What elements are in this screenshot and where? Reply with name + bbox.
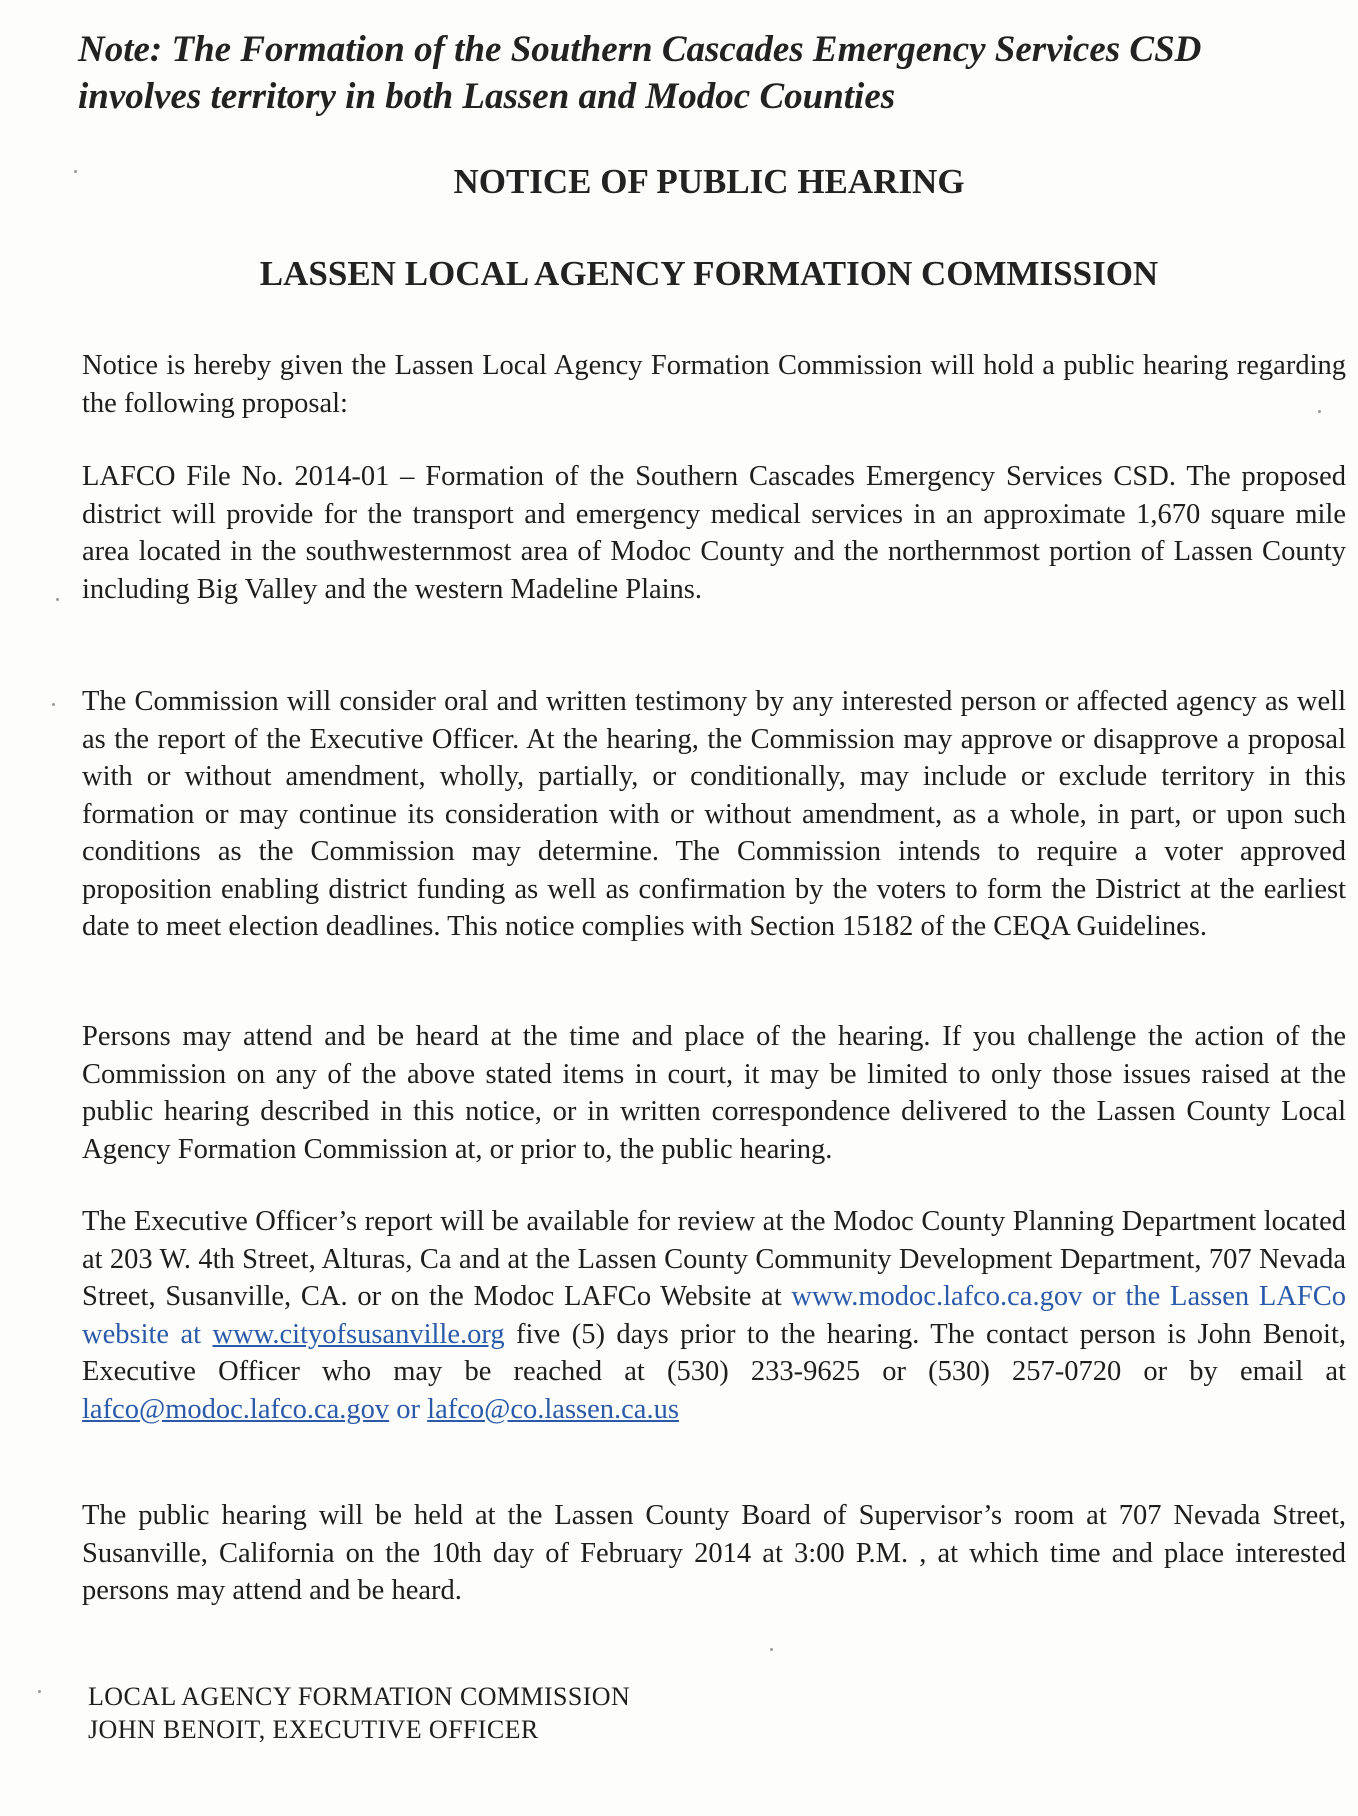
formation-note [78, 26, 1328, 120]
hearing-details-paragraph: The public hearing will be held at the Lassen County Board of Supervisor’s room at 707 Nevada Street, Susanville, California on the 10th day of February 2014 at 3:00 P.M. , at which time and place interested persons may attend and be heard. [82, 1500, 1346, 1606]
modoc-lafco-website-link[interactable]: www.modoc.lafco.ca.gov [791, 1281, 1083, 1312]
scan-speck [52, 703, 55, 706]
scan-speck [74, 170, 77, 173]
report-availability-paragraph [82, 1203, 1346, 1428]
testimony-paragraph: The Commission will consider oral and written testimony by any interested person or affected agency as well as the report of the Executive Officer. At the hearing, the Commission may approve or disapprove a proposal with or without amendment, wholly, partially, or conditionally, may include or exclude territory in this formation or may continue its consideration with or without amendment, as a whole, in part, or upon such conditions as the Commission may determine. The Commission intends to require a voter approved proposition enabling district funding as well as confirmation by the voters to form the District at the earliest date to meet election deadlines. This notice complies with Section 15182 of the CEQA Guidelines. [82, 686, 1346, 942]
lassen-lafco-email-link[interactable]: lafco@co.lassen.ca.us [427, 1393, 679, 1425]
note-line-1: Note: The Formation of the Southern Cascades Emergency Services CSD [78, 29, 1202, 70]
scan-speck [1318, 410, 1321, 413]
intro-paragraph: Notice is hereby given the Lassen Local Agency Formation Commission will hold a public hearing regarding the following proposal: [82, 350, 1346, 419]
signature-block [88, 1680, 630, 1746]
scan-speck [770, 1648, 773, 1651]
report-text-3: five (5) days prior to the hearing. The contact person is John Benoit, Executive Officer who may be reached at (530) 233-9625 or (530) 257-0720 or by email at [82, 1318, 1346, 1387]
report-text-2: or the Lassen LAFCo website at [82, 1281, 1346, 1350]
commission-title: LASSEN LOCAL AGENCY FORMATION COMMISSION [259, 254, 1159, 293]
notice-title: NOTICE OF PUBLIC HEARING [453, 162, 965, 201]
scan-speck [38, 1690, 41, 1693]
attendance-paragraph: Persons may attend and be heard at the time and place of the hearing. If you challenge the action of the Commission on any of the above stated items in court, it may be limited to only those issues raised at the public hearing described in this notice, or in written correspondence delivered to the Lassen County Local Agency Formation Commission at, or prior to, the public hearing. [82, 1021, 1346, 1165]
report-text-1: The Executive Officer’s report will be available for review at the Modoc County Planning Department located at 203 W. 4th Street, Alturas, Ca and at the Lassen County Community Development Department, 707 Nevada Street, Susanville, CA. or on the Modoc LAFCo Website at [82, 1206, 1346, 1312]
signature-officer: JOHN BENOIT, EXECUTIVE OFFICER [88, 1715, 539, 1744]
modoc-lafco-email-link[interactable]: lafco@modoc.lafco.ca.gov [82, 1393, 390, 1425]
susanville-website-link[interactable]: www.cityofsusanville.org [212, 1318, 505, 1350]
scan-speck [56, 598, 59, 601]
signature-agency: LOCAL AGENCY FORMATION COMMISSION [88, 1682, 631, 1711]
report-text-4: or [389, 1393, 428, 1425]
proposal-paragraph: LAFCO File No. 2014-01 – Formation of the Southern Cascades Emergency Services CSD. The proposed district will provide for the transport and emergency medical services in an approximate 1,670 square mile area located in the southwesternmost area of Modoc County and the northernmost portion of Lassen County including Big Valley and the western Madeline Plains. [82, 461, 1346, 605]
note-line-2: involves territory in both Lassen and Modoc Counties [78, 76, 896, 117]
